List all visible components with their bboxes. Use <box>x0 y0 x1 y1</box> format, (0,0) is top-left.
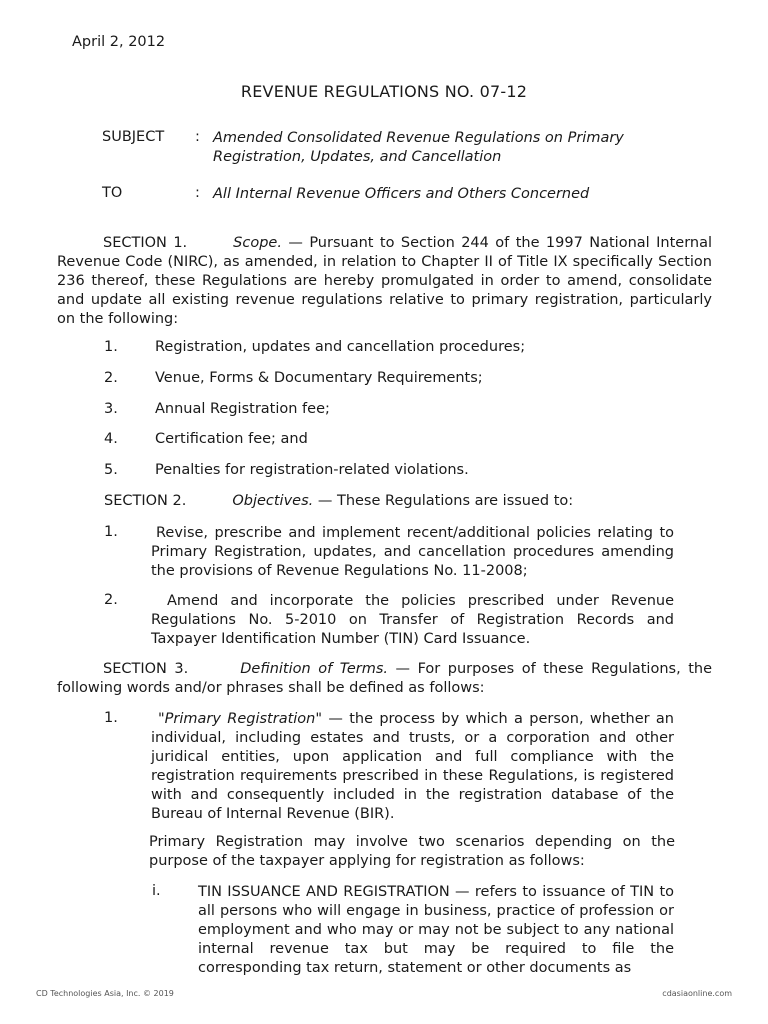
s2-item-2-number: 2. <box>104 592 118 608</box>
s2-item-2-text: Amend and incorporate the policies prescribed under Revenue Regulations No. 5-2010 on Transfer of Registration Records and Taxpayer Identification Number (TIN) Card Issuance. <box>151 593 674 647</box>
subject-label: SUBJECT <box>102 129 165 145</box>
s1-item-5-number: 5. <box>104 462 118 478</box>
section-3-heading: SECTION 3. <box>103 661 189 677</box>
section-2-heading: SECTION 2. <box>104 493 187 509</box>
subject-value: Amended Consolidated Revenue Regulations on Primary Registration, Updates, and Cancellation <box>213 130 624 165</box>
section-2-title: Objectives. <box>232 493 314 509</box>
s1-item-4-number: 4. <box>104 431 118 447</box>
s3-item-1-number: 1. <box>104 710 118 726</box>
document-title: REVENUE REGULATIONS NO. 07-12 <box>240 82 528 101</box>
section-1-paragraph <box>57 234 712 329</box>
s3-sub-i-text: TIN ISSUANCE AND REGISTRATION — refers to issuance of TIN to all persons who will engage in business, practice of profession or employment and who may or may not be subject to any national internal revenue tax but may be required to file the corresponding tax return, statement or other documents as <box>198 884 674 976</box>
to-value: All Internal Revenue Officers and Others Concerned <box>213 186 590 202</box>
s3-item-1-term: "Primary Registration" <box>158 711 323 727</box>
section-1-body: — Pursuant to Section 244 of the 1997 National Internal Revenue Code (NIRC), as amended, in relation to Chapter II of Title IX specifically Section 236 thereof, these Regulations are hereby promulgated in order to amend, consolidate and update all existing revenue regulations relative to primary registration, particularly on the following: <box>57 235 713 327</box>
s2-item-1-text: Revise, prescribe and implement recent/additional policies relating to Primary Registration, updates, and cancellation procedures amending the provisions of Revenue Regulations No. 11-2008; <box>151 525 674 579</box>
s3-sub-i-number: i. <box>152 883 161 899</box>
s3-scenarios-paragraph: Primary Registration may involve two scenarios depending on the purpose of the taxpayer applying for registration as follows: <box>149 834 675 869</box>
footer-copyright: CD Technologies Asia, Inc. © 2019 <box>36 989 174 998</box>
s1-item-1-text: Registration, updates and cancellation procedures; <box>155 339 526 355</box>
footer-site: cdasiaonline.com <box>662 989 732 998</box>
s1-item-1-number: 1. <box>104 339 118 355</box>
s1-item-5-text: Penalties for registration-related violations. <box>155 462 469 478</box>
section-2-body: — These Regulations are issued to: <box>317 493 574 509</box>
to-label: TO <box>102 185 123 201</box>
s2-item-1-number: 1. <box>104 524 118 540</box>
document-date: April 2, 2012 <box>72 34 166 50</box>
s1-item-4-text: Certification fee; and <box>155 431 308 447</box>
section-1-heading: SECTION 1. <box>103 235 188 251</box>
subject-colon: : <box>195 129 200 145</box>
s1-item-3-text: Annual Registration fee; <box>155 401 330 417</box>
section-3-paragraph <box>57 660 712 698</box>
to-colon: : <box>195 185 200 201</box>
s1-item-3-number: 3. <box>104 401 118 417</box>
s3-item-1-paragraph <box>151 710 674 824</box>
section-3-title: Definition of Terms. <box>240 661 388 677</box>
s1-item-2-text: Venue, Forms & Documentary Requirements; <box>155 370 483 386</box>
s3-item-1-text: — the process by which a person, whether an individual, including estates and trusts, or a corporation and other juridical entities, upon application and full compliance with the registration requirements prescribed in these Regulations, is registered with and consequently included in the registration database of the Bureau of Internal Revenue (BIR). <box>151 711 675 822</box>
section-1-title: Scope. <box>233 235 282 251</box>
s1-item-2-number: 2. <box>104 370 118 386</box>
section-3-body: — For purposes of these Regulations, the following words and/or phrases shall be defined as follows: <box>57 661 713 696</box>
section-2-heading-line <box>104 493 573 509</box>
